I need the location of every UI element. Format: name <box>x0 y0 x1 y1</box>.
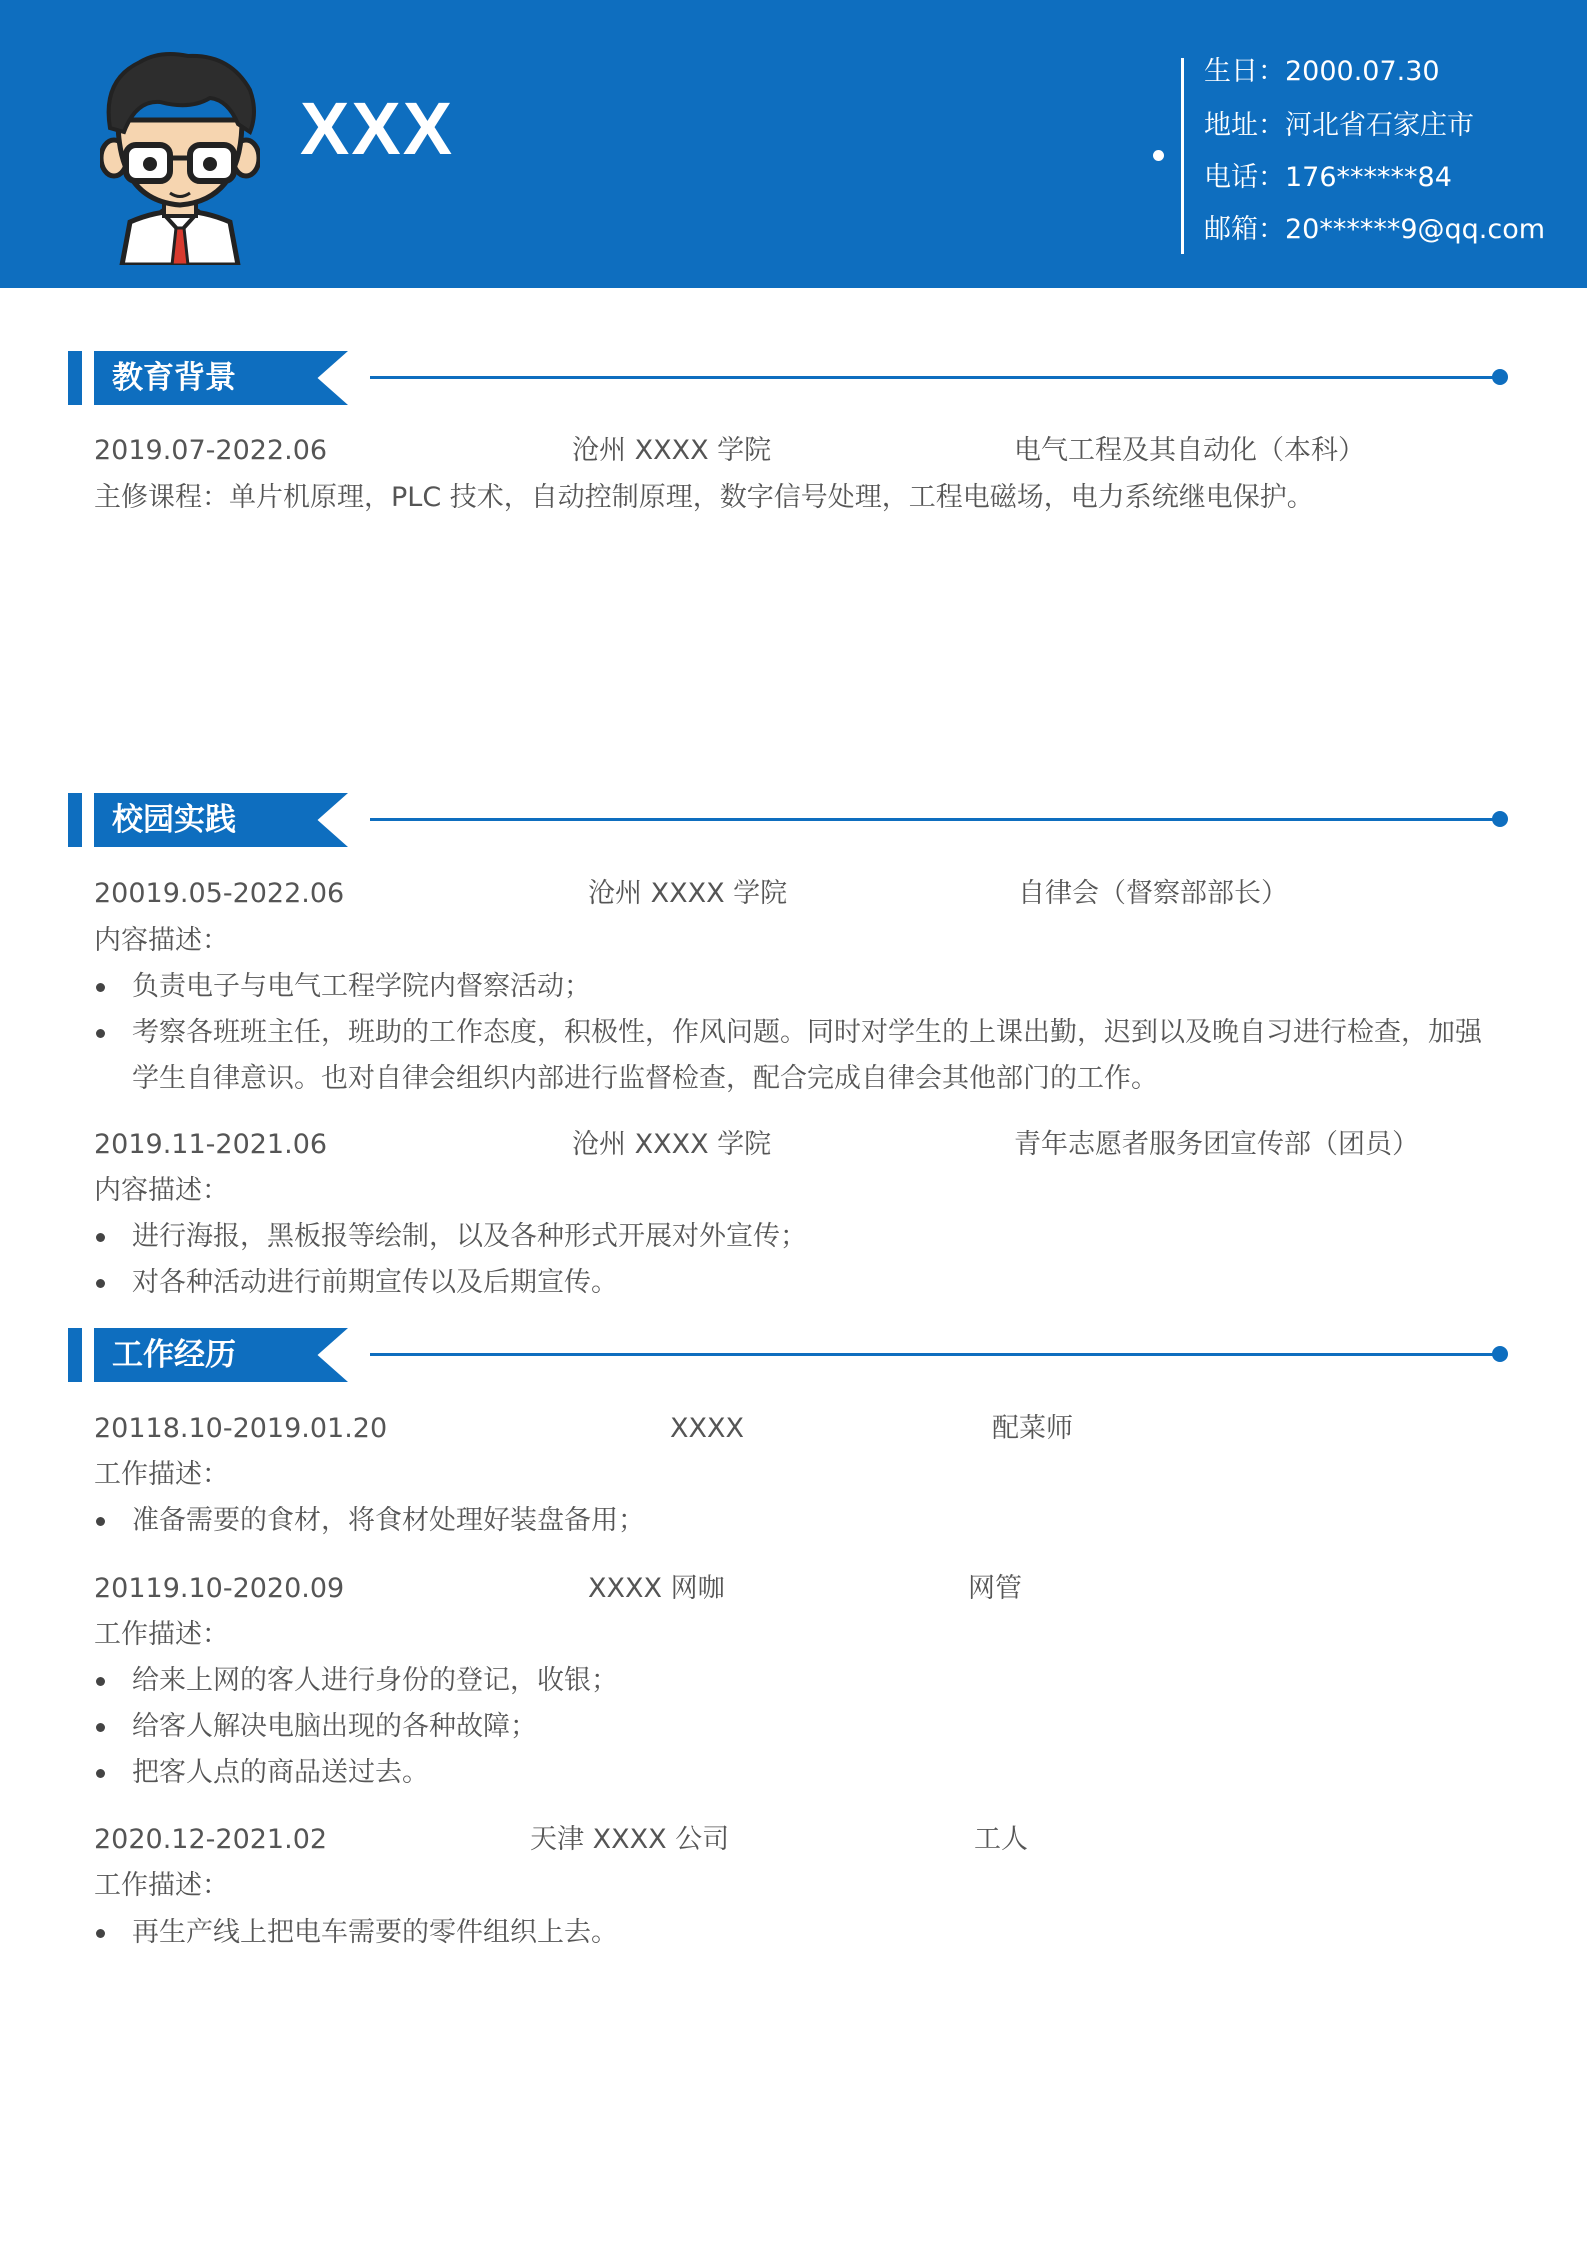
section-marker <box>68 1328 82 1382</box>
section-rule-dot <box>1492 811 1508 827</box>
work-2-role: 网管 <box>968 1573 1022 1604</box>
campus-1-bullet-2: 考察各班班主任，班助的工作态度，积极性，作风问题。同时对学生的上课出勤，迟到以及晚自习进行检查，加强学生自律意识。也对自律会组织内部进行监督检查，配合完成自律会其他部门的工作。 <box>132 1017 1482 1094</box>
campus-2-role: 青年志愿者服务团宣传部（团员） <box>1014 1129 1419 1160</box>
section-title: 教育背景 <box>112 360 236 396</box>
section-rule <box>370 818 1498 821</box>
section-rule <box>370 1353 1498 1356</box>
section-title: 工作经历 <box>112 1337 236 1373</box>
work-3-org: 天津 XXXX 公司 <box>530 1824 730 1855</box>
bullet <box>96 1769 105 1778</box>
work-2-bullet-2: 给客人解决电脑出现的各种故障； <box>132 1711 537 1742</box>
section-rule-dot <box>1492 1346 1508 1362</box>
candidate-name: XXX <box>300 87 455 170</box>
info-phone: 电话：176******84 <box>1204 162 1452 193</box>
info-birthday: 生日：2000.07.30 <box>1204 56 1440 87</box>
header-divider <box>1181 58 1184 254</box>
bullet <box>96 1677 105 1686</box>
avatar <box>100 50 260 265</box>
bullet <box>96 1233 105 1242</box>
campus-1-date: 20019.05-2022.06 <box>94 878 345 909</box>
work-2-org: XXXX 网咖 <box>588 1573 725 1604</box>
section-rule-dot <box>1492 369 1508 385</box>
bullet <box>96 1279 105 1288</box>
work-1-bullet-1: 准备需要的食材，将食材处理好装盘备用； <box>132 1505 645 1536</box>
info-email: 邮箱：20******9@qq.com <box>1204 214 1546 245</box>
edu-major: 电气工程及其自动化（本科） <box>1014 435 1365 466</box>
campus-1-role: 自律会（督察部部长） <box>1018 878 1288 909</box>
edu-date: 2019.07-2022.06 <box>94 435 328 466</box>
section-marker <box>68 351 82 405</box>
edu-school: 沧州 XXXX 学院 <box>572 435 772 466</box>
section-rule <box>370 376 1498 379</box>
work-3-role: 工人 <box>974 1824 1028 1855</box>
campus-2-bullet-2: 对各种活动进行前期宣传以及后期宣传。 <box>132 1267 618 1298</box>
work-1-org: XXXX <box>670 1413 744 1444</box>
edu-courses: 主修课程：单片机原理，PLC 技术，自动控制原理，数字信号处理，工程电磁场，电力系统继电保护。 <box>94 482 1314 513</box>
work-2-date: 20119.10-2020.09 <box>94 1573 345 1604</box>
bullet <box>96 1723 105 1732</box>
campus-2-desc-label: 内容描述： <box>94 1175 229 1206</box>
bullet <box>96 1929 105 1938</box>
work-1-date: 20118.10-2019.01.20 <box>94 1413 388 1444</box>
section-title: 校园实践 <box>112 802 236 838</box>
work-1-role: 配菜师 <box>992 1413 1073 1444</box>
campus-1-bullet-1: 负责电子与电气工程学院内督察活动； <box>132 971 591 1002</box>
bullet <box>96 1517 105 1526</box>
work-3-bullet-1: 再生产线上把电车需要的零件组织上去。 <box>132 1917 618 1948</box>
campus-2-date: 2019.11-2021.06 <box>94 1129 328 1160</box>
work-2-desc-label: 工作描述： <box>94 1619 229 1650</box>
work-3-date: 2020.12-2021.02 <box>94 1824 328 1855</box>
campus-1-org: 沧州 XXXX 学院 <box>588 878 788 909</box>
work-2-bullet-3: 把客人点的商品送过去。 <box>132 1757 429 1788</box>
bullet <box>96 983 105 992</box>
work-3-desc-label: 工作描述： <box>94 1870 229 1901</box>
work-2-bullet-1: 给来上网的客人进行身份的登记，收银； <box>132 1665 618 1696</box>
header-banner <box>0 0 1587 288</box>
campus-1-desc-label: 内容描述： <box>94 925 229 956</box>
campus-2-org: 沧州 XXXX 学院 <box>572 1129 772 1160</box>
section-marker <box>68 793 82 847</box>
campus-2-bullet-1: 进行海报，黑板报等绘制，以及各种形式开展对外宣传； <box>132 1221 807 1252</box>
header-dot <box>1153 150 1164 161</box>
work-1-desc-label: 工作描述： <box>94 1459 229 1490</box>
bullet <box>96 1029 105 1038</box>
info-address: 地址：河北省石家庄市 <box>1204 110 1474 141</box>
